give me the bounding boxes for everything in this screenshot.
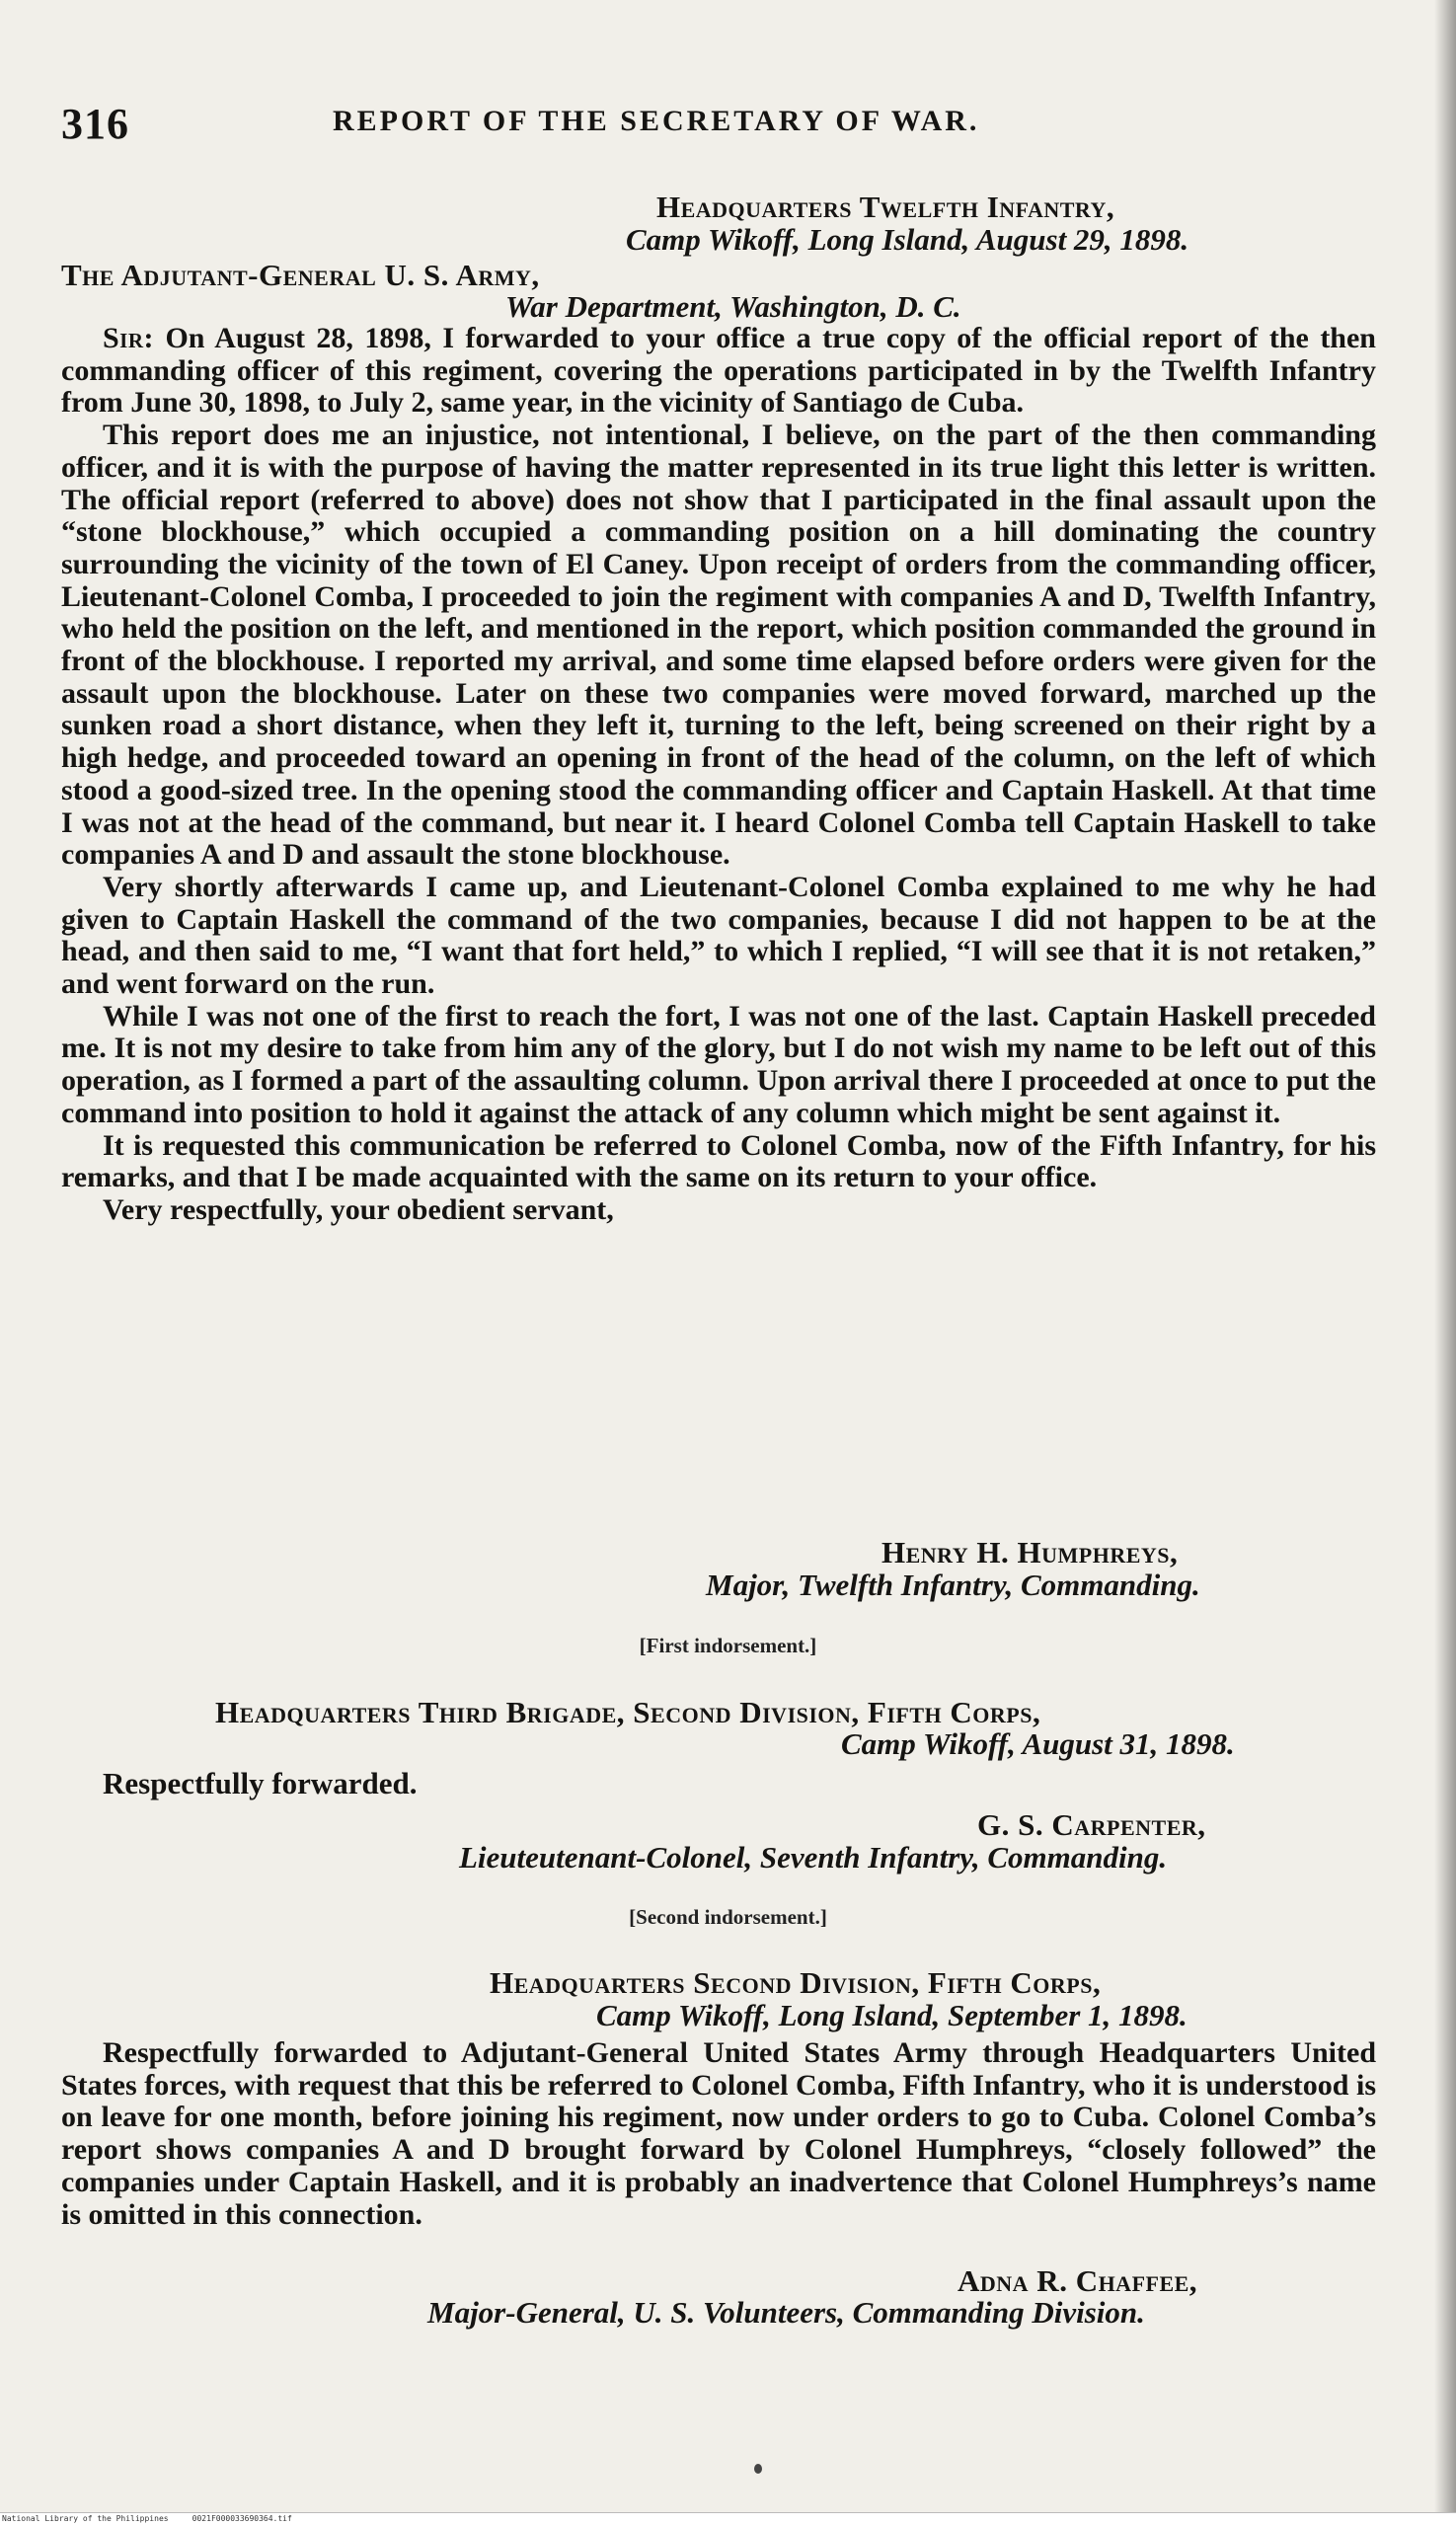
letter-heading-date: Camp Wikoff, Long Island, August 29, 1898.	[626, 222, 1189, 257]
running-head: REPORT OF THE SECRETARY OF WAR.	[333, 105, 980, 137]
first-indorsement-label: [First indorsement.]	[639, 1634, 817, 1657]
first-indorsement-text: Respectfully forwarded.	[103, 1766, 418, 1800]
scan-footer-library: National Library of the Philippines	[2, 2514, 169, 2523]
addressee-line-1: The Adjutant-General U. S. Army,	[61, 258, 540, 292]
scan-footer-file: 0021F000033690364.tif	[192, 2514, 292, 2523]
letter-heading-unit: Headquarters Twelfth Infantry,	[656, 190, 1115, 224]
signer-title: Major, Twelfth Infantry, Commanding.	[706, 1568, 1200, 1602]
second-indorsement-date: Camp Wikoff, Long Island, September 1, 1898.	[596, 1998, 1188, 2032]
second-indorsement-text: Respectfully forwarded to Adjutant-General United States Army through Headquarters United States forces, with request that this be referred to Colonel Comba, Fifth Infantry, who it is understood is on leave for one month, before joining his regiment, now under orders to go to Cuba. Colonel Comba’s report shows companies A and D brought forward by Colonel Humphreys, “closely followed” the companies under Captain Haskell, and it is probably an inadvertence that Colonel Humphreys’s name is omitted in this connection.	[61, 2036, 1376, 2231]
second-indorsement-heading: Headquarters Second Division, Fifth Corps,	[490, 1965, 1102, 2000]
second-indorsement-body	[61, 2037, 1376, 2231]
signer-name: Henry H. Humphreys,	[881, 1535, 1179, 1569]
letter-paragraph: While I was not one of the first to reach the fort, I was not one of the last. Captain Haskell preceded me. It is not my desire to take from him any of the glory, but I do not wish my name to be left out of this operation, as I formed a part of the assaulting column. Upon arrival there I proceeded at once to put the command into position to hold it against the attack of any column which might be sent against it.	[61, 999, 1376, 1129]
letter-paragraph: Sir: On August 28, 1898, I forwarded to your office a true copy of the official report of the then commanding officer of this regiment, covering the operations participated in by the Twelfth Infantry from June 30, 1898, to July 2, same year, in the vicinity of Santiago de Cuba.	[61, 322, 1376, 420]
first-indorsement-date: Camp Wikoff, August 31, 1898.	[841, 1726, 1235, 1761]
closing: Very respectfully, your obedient servant,	[103, 1192, 614, 1226]
letter-paragraph: This report does me an injustice, not intentional, I believe, on the part of the then commanding officer, and it is with the purpose of having the matter represented in its true light this letter is written. The official report (referred to above) does not show that I participated in the final assault upon the “stone blockhouse,” which occupied a commanding position on a hill dominating the country surrounding the vicinity of the town of El Caney. Upon receipt of orders from the commanding officer, Lieutenant-Colonel Comba, I proceeded to join the regiment with companies A and D, Twelfth Infantry, who held the position on the left, and mentioned in the report, which position commanded the ground in front of the blockhouse. I reported my arrival, and some time elapsed before orders were given for the assault upon the blockhouse. Later on these two companies were moved forward, marched up the sunken road a short distance, when they left it, turning to the left, being screened on their right by a high hedge, and proceeded toward an opening in front of the head of the column, on the left of which stood a good-sized tree. In the opening stood the commanding officer and Captain Haskell. At that time I was not at the head of the command, but near it. I heard Colonel Comba tell Captain Haskell to take companies A and D and assault the stone blockhouse.	[61, 419, 1376, 872]
page-number: 316	[61, 100, 129, 148]
first-indorsement-signer-name: G. S. Carpenter,	[977, 1807, 1206, 1842]
second-indorsement-signer-name: Adna R. Chaffee,	[958, 2263, 1198, 2298]
ink-speck	[754, 2464, 762, 2474]
letter-paragraph: Very shortly afterwards I came up, and Lieutenant-Colonel Comba explained to me why he had given to Captain Haskell the command of the two companies, because I did not happen to be at the head, and then said to me, “I want that fort held,” to which I replied, “I will see that it is not retaken,” and went forward on the run.	[61, 870, 1376, 1001]
page-header	[61, 99, 1384, 148]
page-edge-shadow	[1434, 0, 1456, 2525]
scan-footer	[2, 2514, 292, 2523]
letter-paragraph: It is requested this communication be referred to Colonel Comba, now of the Fifth Infantry, for his remarks, and that I be made acquainted with the same on its return to your office.	[61, 1128, 1376, 1194]
second-indorsement-signer-title: Major-General, U. S. Volunteers, Commanding Division.	[427, 2295, 1145, 2330]
first-indorsement-signer-title: Lieuteutenant-Colonel, Seventh Infantry, Commanding.	[459, 1840, 1168, 1875]
salutation: Sir:	[103, 322, 155, 354]
letter-body	[61, 323, 1376, 1227]
second-indorsement-label: [Second indorsement.]	[629, 1905, 827, 1929]
addressee-line-2: War Department, Washington, D. C.	[505, 289, 961, 324]
first-indorsement-heading: Headquarters Third Brigade, Second Division, Fifth Corps,	[215, 1695, 1041, 1729]
